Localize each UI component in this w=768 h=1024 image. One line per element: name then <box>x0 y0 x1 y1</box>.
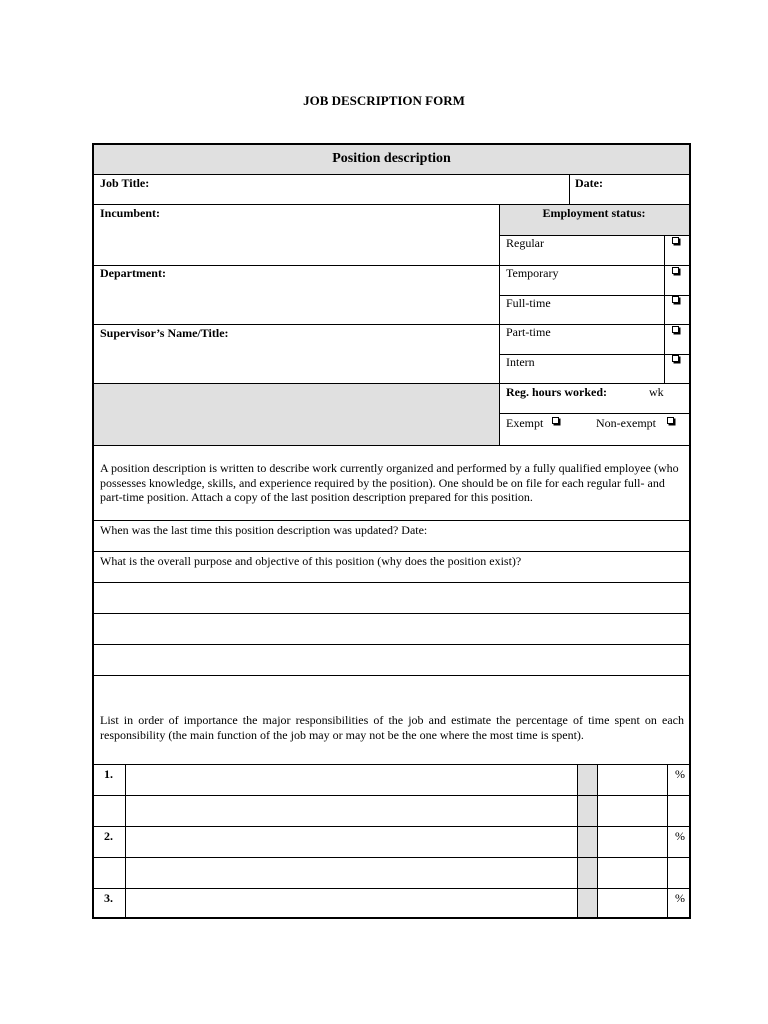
intro-text: A position description is written to describe work currently organized and performed by a fully qualified employee (who possesses knowledge, skills, and experience required by the position). One should be on file for each regular full- and part-time position. Attach a copy of the last position description prepared for this position. <box>100 461 679 504</box>
exempt-checkbox[interactable] <box>552 417 559 424</box>
shaded-column <box>577 764 597 917</box>
reg-hours-unit: wk <box>649 385 664 399</box>
reg-hours-label: Reg. hours worked: <box>506 385 607 399</box>
responsibility-number: 2. <box>104 829 113 843</box>
responsibility-percent-input[interactable] <box>598 889 667 917</box>
question-purpose: What is the overall purpose and objective of this position (why does the position exist)? <box>100 554 522 568</box>
shaded-block <box>94 384 499 445</box>
date-label: Date: <box>575 176 603 190</box>
responsibility-input[interactable] <box>126 765 577 795</box>
option-regular-label: Regular <box>506 236 544 250</box>
non-exempt-label: Non-exempt <box>596 416 656 430</box>
regular-checkbox[interactable] <box>672 237 679 244</box>
intern-checkbox[interactable] <box>672 355 679 362</box>
employment-status-header: Employment status: <box>542 206 646 220</box>
question-last-updated: When was the last time this position description was updated? Date: <box>100 523 428 537</box>
percent-sign: % <box>675 891 685 905</box>
responsibility-number: 3. <box>104 891 113 905</box>
supervisor-label: Supervisor’s Name/Title: <box>100 326 229 340</box>
responsibility-input[interactable] <box>126 889 577 917</box>
option-intern-label: Intern <box>506 355 535 369</box>
section-header: Position description <box>332 151 451 166</box>
responsibility-input[interactable] <box>126 827 577 857</box>
percent-sign: % <box>675 829 685 843</box>
responsibilities-instructions: List in order of importance the major responsibilities of the job and estimate the percentage of time spent on each responsibility (the main function of the job may or may not be the one where the most time is spent). <box>100 713 684 742</box>
form-title: JOB DESCRIPTION FORM <box>303 93 465 108</box>
purpose-answer-line[interactable] <box>94 645 689 675</box>
temporary-checkbox[interactable] <box>672 267 679 274</box>
option-parttime-label: Part-time <box>506 325 551 339</box>
parttime-checkbox[interactable] <box>672 326 679 333</box>
option-fulltime-label: Full-time <box>506 296 551 310</box>
job-title-label: Job Title: <box>100 176 150 190</box>
option-temporary-label: Temporary <box>506 266 559 280</box>
non-exempt-checkbox[interactable] <box>667 417 674 424</box>
fulltime-checkbox[interactable] <box>672 296 679 303</box>
responsibility-percent-input[interactable] <box>598 765 667 795</box>
responsibility-percent-input[interactable] <box>598 827 667 857</box>
exempt-label: Exempt <box>506 416 544 430</box>
incumbent-label: Incumbent: <box>100 206 161 220</box>
purpose-answer-line[interactable] <box>94 614 689 644</box>
purpose-answer-line[interactable] <box>94 583 689 613</box>
job-description-form <box>92 143 691 919</box>
percent-sign: % <box>675 767 685 781</box>
responsibility-number: 1. <box>104 767 113 781</box>
department-label: Department: <box>100 266 166 280</box>
